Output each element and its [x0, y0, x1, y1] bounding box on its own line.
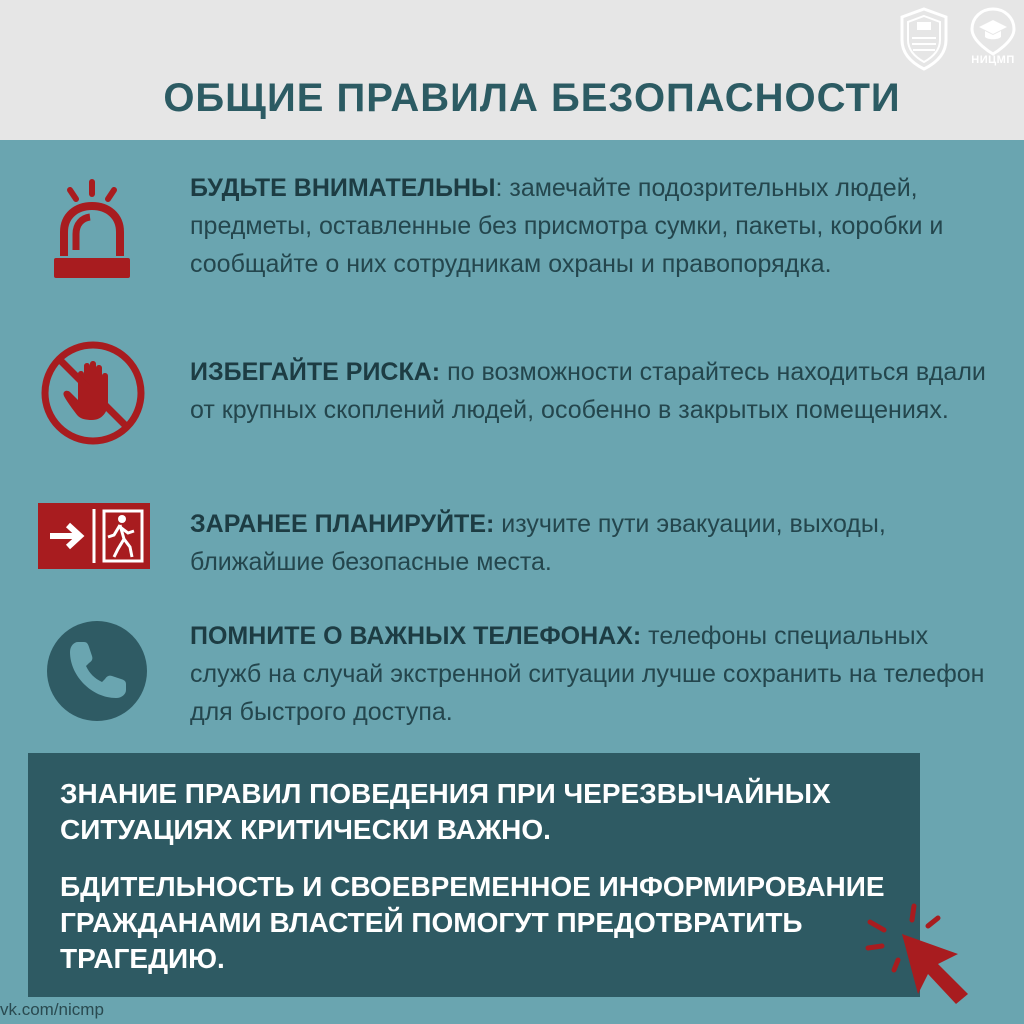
logo-caption: НИЦМП — [971, 54, 1015, 66]
footer-link[interactable]: vk.com/nicmp — [0, 1000, 104, 1019]
phone-icon — [46, 620, 148, 722]
rule-text: : замечайте подозрительных людей, предметы, оставленные без присмотра сумки, пакеты, коробки и сообщайте о них сотрудникам охраны и правопорядка. — [190, 174, 944, 278]
rule-heading: ЗАРАНЕЕ ПЛАНИРУЙТЕ: — [190, 510, 495, 538]
location-cap-logo-icon — [964, 6, 1022, 56]
cursor-click-icon — [858, 898, 994, 1012]
page-title: ОБЩИЕ ПРАВИЛА БЕЗОПАСНОСТИ — [163, 76, 901, 120]
shield-logo-icon — [896, 6, 952, 72]
rule-heading: ПОМНИТЕ О ВАЖНЫХ ТЕЛЕФОНАХ: — [190, 622, 642, 650]
rule-remember-phones — [190, 617, 990, 731]
stop-hand-icon — [40, 340, 146, 446]
rule-plan-ahead — [190, 505, 990, 581]
rule-heading: БУДЬТЕ ВНИМАТЕЛЬНЫ — [190, 174, 496, 202]
callout-paragraph-2: БДИТЕЛЬНОСТЬ И СВОЕВРЕМЕННОЕ ИНФОРМИРОВАНИЕ ГРАЖДАНАМИ ВЛАСТЕЙ ПОМОГУТ ПРЕДОТВРАТИТЬ ТРАГЕДИЮ. — [60, 871, 885, 974]
rule-text: изучите пути эвакуации, выходы, ближайшие безопасные места. — [190, 510, 886, 576]
callout-paragraph-1: ЗНАНИЕ ПРАВИЛ ПОВЕДЕНИЯ ПРИ ЧЕРЕЗВЫЧАЙНЫХ СИТУАЦИЯХ КРИТИЧЕСКИ ВАЖНО. — [60, 778, 831, 845]
rule-heading: ИЗБЕГАЙТЕ РИСКА: — [190, 358, 441, 386]
rule-text: по возможности старайтесь находиться вдали от крупных скоплений людей, особенно в закрытых помещениях. — [190, 358, 986, 424]
rule-text: телефоны специальных служб на случай экстренной ситуации лучше сохранить на телефон для быстрого доступа. — [190, 622, 985, 726]
emergency-exit-icon — [38, 503, 150, 569]
rule-avoid-risk — [190, 353, 990, 429]
rule-be-attentive — [190, 169, 990, 283]
alarm-beacon-icon — [44, 178, 140, 284]
